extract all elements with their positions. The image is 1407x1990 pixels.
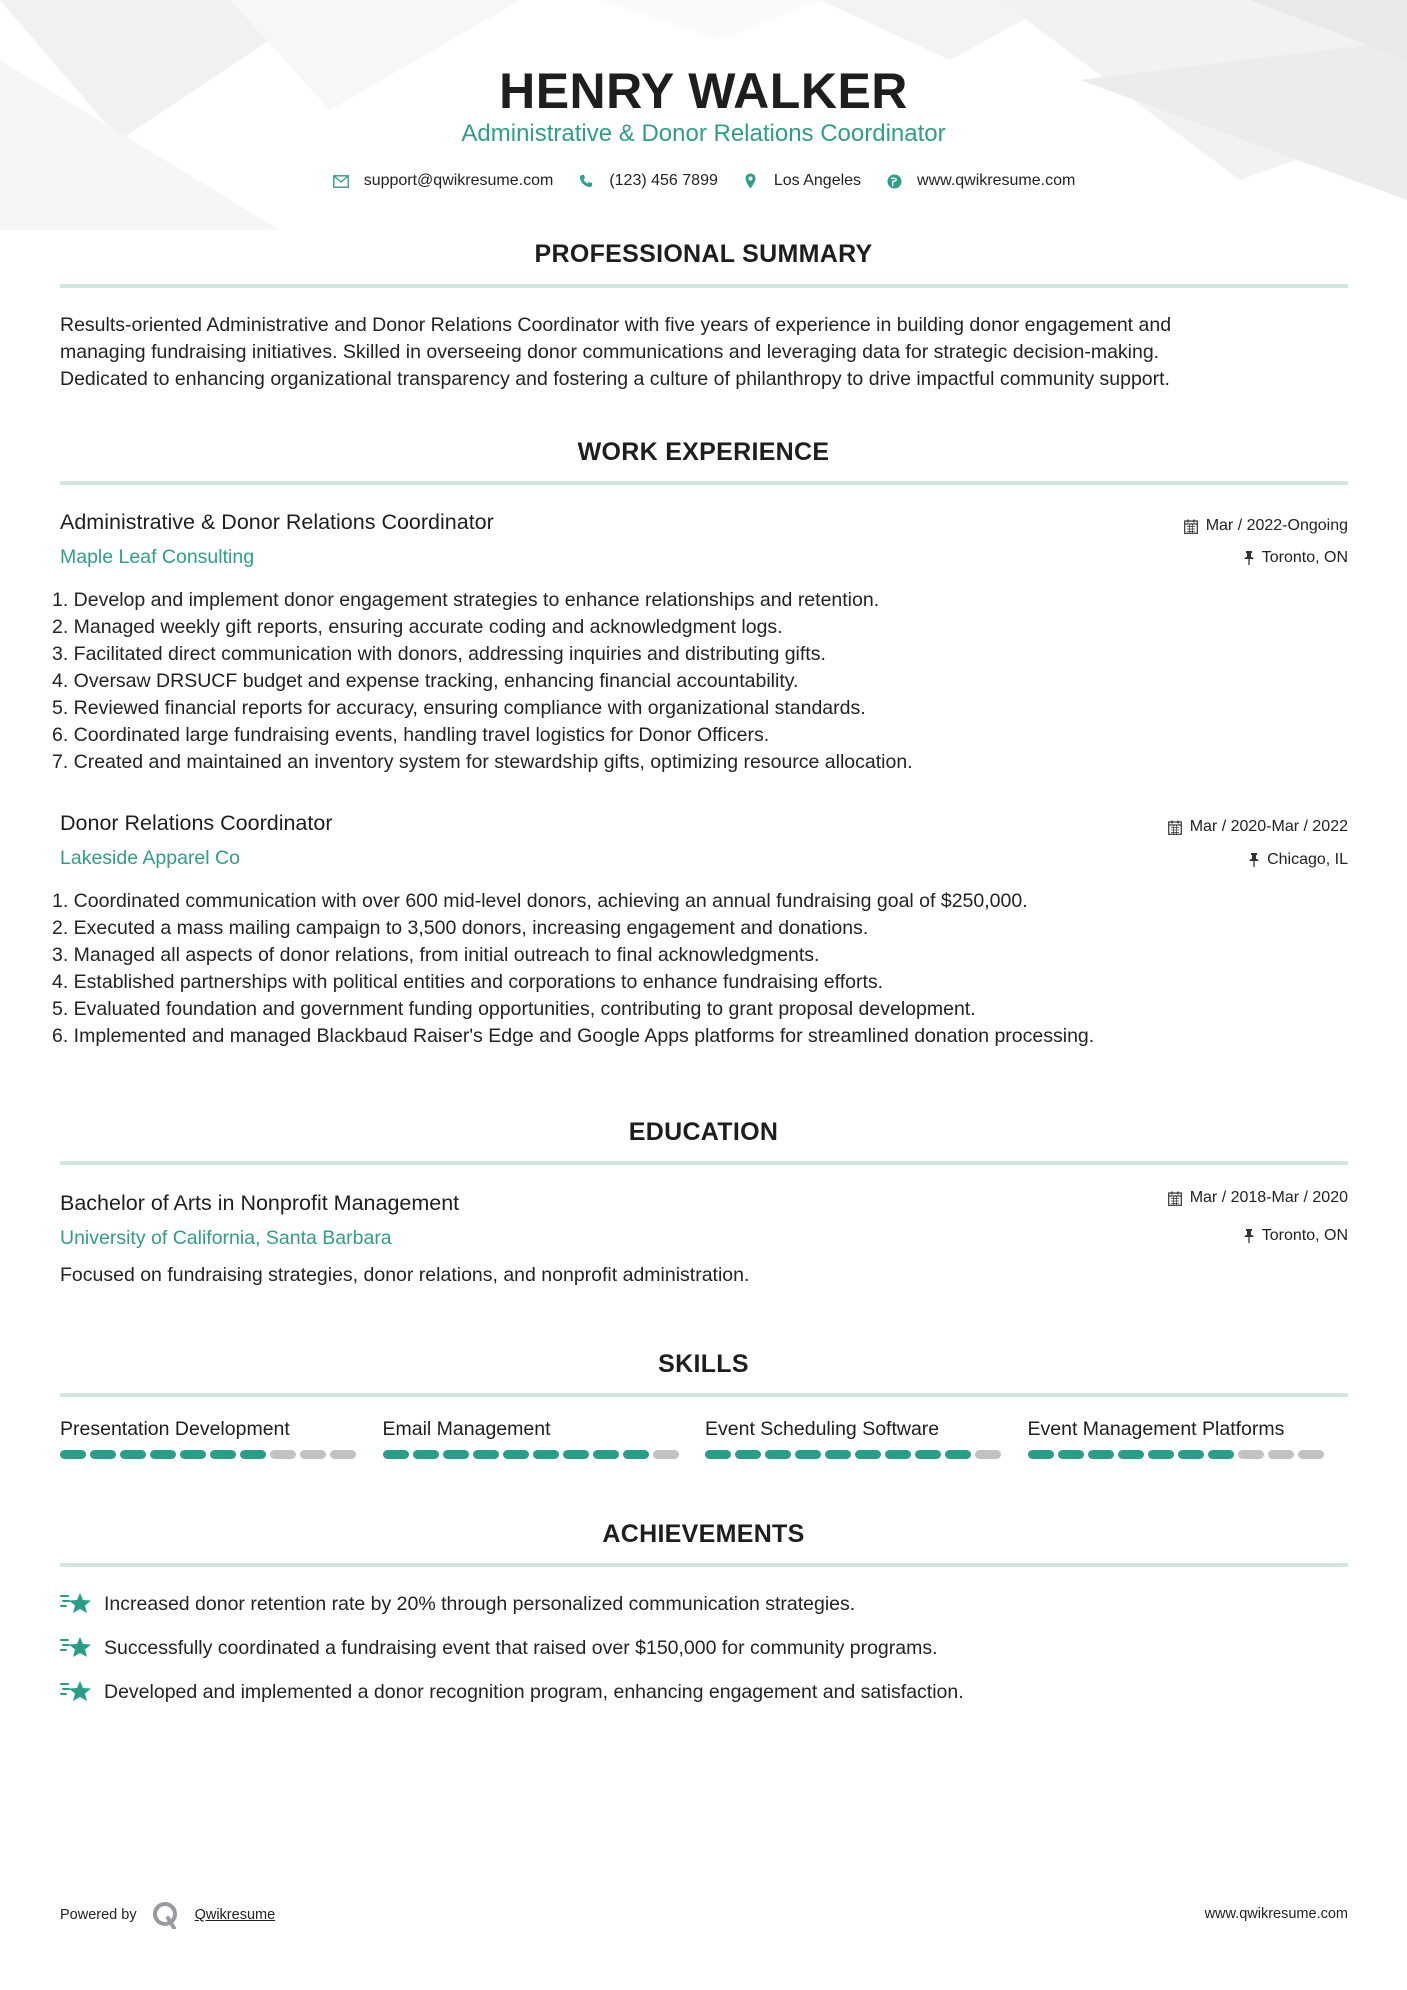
skill-name: Email Management — [382, 1418, 551, 1440]
skill-segment-empty — [653, 1450, 679, 1459]
job-title: Donor Relations Coordinator — [60, 811, 333, 835]
achievement-item — [60, 1678, 964, 1706]
skill-segment-filled — [120, 1450, 146, 1459]
skills-divider — [60, 1393, 1348, 1397]
education-description: Focused on fundraising strategies, donor relations, and nonprofit administration. — [60, 1264, 750, 1286]
powered-by-label: Powered by — [60, 1907, 137, 1923]
calendar-icon — [1168, 820, 1182, 835]
skill-segment-filled — [503, 1450, 529, 1459]
contact-phone-text: (123) 456 7899 — [609, 172, 718, 189]
experience-divider — [60, 481, 1348, 485]
job-location — [1244, 549, 1348, 567]
job-bullet: 3. Facilitated direct communication with donors, addressing inquiries and distributing gifts. — [52, 643, 826, 665]
job-bullet: 2. Executed a mass mailing campaign to 3,500 donors, increasing engagement and donations. — [52, 917, 869, 939]
summary-divider — [60, 284, 1348, 288]
skill-segment-filled — [593, 1450, 619, 1459]
skill-segment-filled — [413, 1450, 439, 1459]
achievements-divider — [60, 1563, 1348, 1567]
skill-name: Presentation Development — [60, 1418, 290, 1440]
education-location — [1244, 1227, 1348, 1245]
skill-segment-filled — [1208, 1450, 1234, 1459]
job-dates — [1168, 818, 1348, 836]
skill-segment-filled — [533, 1450, 559, 1459]
skill-level-bar — [705, 1450, 1028, 1459]
skill-segment-filled — [885, 1450, 911, 1459]
job-location — [1249, 851, 1348, 869]
job-location-text: Toronto, ON — [1261, 549, 1348, 566]
skill-segment-filled — [210, 1450, 236, 1459]
contact-phone[interactable] — [577, 172, 718, 190]
skill-segment-filled — [1148, 1450, 1174, 1459]
skill-segment-empty — [1268, 1450, 1294, 1459]
achievement-text: Increased donor retention rate by 20% through personalized communication strategies. — [104, 1592, 856, 1615]
education-dates — [1168, 1189, 1348, 1207]
education-dates-text: Mar / 2018-Mar / 2020 — [1189, 1189, 1348, 1206]
education-location-text: Toronto, ON — [1261, 1227, 1348, 1244]
summary-text — [60, 312, 1350, 393]
skill-item — [1028, 1418, 1351, 1459]
pushpin-icon — [1244, 551, 1254, 565]
skill-segment-empty — [270, 1450, 296, 1459]
contact-email-text: support@qwikresume.com — [363, 172, 554, 189]
skill-item — [383, 1418, 706, 1459]
education-divider — [60, 1161, 1348, 1165]
job-company: Lakeside Apparel Co — [60, 847, 240, 869]
job-bullet: 1. Develop and implement donor engagement strategies to enhance relationships and retention. — [52, 589, 880, 611]
job-bullet: 5. Evaluated foundation and government funding opportunities, contributing to grant proposal development. — [52, 998, 976, 1020]
phone-icon — [577, 172, 595, 190]
skill-segment-filled — [240, 1450, 266, 1459]
skill-segment-filled — [915, 1450, 941, 1459]
job-bullets — [52, 587, 1352, 776]
skill-segment-empty — [330, 1450, 356, 1459]
contact-row — [0, 172, 1407, 190]
skill-segment-empty — [300, 1450, 326, 1459]
contact-location — [742, 172, 861, 190]
job-bullet: 4. Oversaw DRSUCF budget and expense tracking, enhancing financial accountability. — [52, 670, 799, 692]
globe-icon — [885, 172, 903, 190]
skill-segment-filled — [443, 1450, 469, 1459]
skill-segment-filled — [90, 1450, 116, 1459]
calendar-icon — [1184, 519, 1198, 534]
achievement-text: Successfully coordinated a fundraising event that raised over $150,000 for community programs. — [104, 1636, 938, 1659]
skill-level-bar — [1028, 1450, 1351, 1459]
contact-website-text: www.qwikresume.com — [917, 172, 1076, 189]
skill-segment-filled — [1058, 1450, 1084, 1459]
degree-title: Bachelor of Arts in Nonprofit Management — [60, 1191, 460, 1215]
envelope-icon — [332, 172, 350, 190]
footer-powered-by — [60, 1901, 275, 1929]
achievement-text: Developed and implemented a donor recognition program, enhancing engagement and satisfaction. — [104, 1680, 964, 1703]
skill-segment-empty — [975, 1450, 1001, 1459]
contact-location-text: Los Angeles — [773, 172, 862, 189]
skill-segment-filled — [795, 1450, 821, 1459]
experience-heading: WORK EXPERIENCE — [577, 438, 830, 466]
job-bullet: 3. Managed all aspects of donor relations, from initial outreach to final acknowledgments. — [52, 944, 820, 966]
job-location-text: Chicago, IL — [1267, 851, 1348, 868]
job-bullet: 4. Established partnerships with political entities and corporations to enhance fundraising efforts. — [52, 971, 884, 993]
job-bullet: 7. Created and maintained an inventory system for stewardship gifts, optimizing resource allocation. — [52, 751, 913, 773]
skill-item — [60, 1418, 383, 1459]
education-heading: EDUCATION — [628, 1118, 779, 1146]
pushpin-icon — [1249, 853, 1259, 867]
shooting-star-icon — [60, 1590, 92, 1618]
skill-segment-empty — [1238, 1450, 1264, 1459]
calendar-icon — [1168, 1191, 1182, 1206]
candidate-role: Administrative & Donor Relations Coordinator — [461, 120, 946, 147]
pushpin-icon — [1244, 1229, 1254, 1243]
job-dates-text: Mar / 2020-Mar / 2022 — [1189, 818, 1348, 835]
skill-segment-filled — [623, 1450, 649, 1459]
skill-name: Event Scheduling Software — [705, 1418, 940, 1440]
qwikresume-link[interactable]: Qwikresume — [194, 1907, 276, 1923]
skill-segment-empty — [1298, 1450, 1324, 1459]
skill-segment-filled — [383, 1450, 409, 1459]
contact-website[interactable] — [885, 172, 1075, 190]
summary-line: Dedicated to enhancing organizational transparency and fostering a culture of philanthropy to drive impactful community support. — [60, 368, 1170, 390]
skill-segment-filled — [563, 1450, 589, 1459]
job-dates — [1184, 517, 1348, 535]
job-bullet: 6. Implemented and managed Blackbaud Raiser's Edge and Google Apps platforms for streamlined donation processing. — [52, 1025, 1095, 1047]
summary-line: Results-oriented Administrative and Donor Relations Coordinator with five years of experience in building donor engagement and — [60, 314, 1172, 336]
skill-segment-filled — [150, 1450, 176, 1459]
shooting-star-icon — [60, 1634, 92, 1662]
skill-segment-filled — [945, 1450, 971, 1459]
shooting-star-icon — [60, 1678, 92, 1706]
skill-segment-filled — [825, 1450, 851, 1459]
skill-segment-filled — [1088, 1450, 1114, 1459]
job-bullet: 5. Reviewed financial reports for accuracy, ensuring compliance with organizational standards. — [52, 697, 866, 719]
skill-segment-filled — [180, 1450, 206, 1459]
skill-segment-filled — [765, 1450, 791, 1459]
achievements-heading: ACHIEVEMENTS — [602, 1520, 805, 1548]
skill-segment-filled — [60, 1450, 86, 1459]
footer-url[interactable]: www.qwikresume.com — [1204, 1906, 1348, 1922]
skill-segment-filled — [1028, 1450, 1054, 1459]
candidate-name: HENRY WALKER — [499, 63, 908, 119]
job-bullets — [52, 888, 1352, 1050]
skill-level-bar — [60, 1450, 383, 1459]
skill-segment-filled — [1178, 1450, 1204, 1459]
skill-segment-filled — [855, 1450, 881, 1459]
job-title: Administrative & Donor Relations Coordinator — [60, 510, 494, 534]
achievement-item — [60, 1634, 938, 1662]
achievement-item — [60, 1590, 855, 1618]
skills-heading: SKILLS — [658, 1350, 749, 1378]
skill-segment-filled — [735, 1450, 761, 1459]
job-bullet: 1. Coordinated communication with over 600 mid-level donors, achieving an annual fundraising goal of $250,000. — [52, 890, 1028, 912]
summary-heading: PROFESSIONAL SUMMARY — [534, 240, 873, 268]
skills-list — [60, 1418, 1350, 1459]
job-bullet: 2. Managed weekly gift reports, ensuring accurate coding and acknowledgment logs. — [52, 616, 783, 638]
skill-segment-filled — [705, 1450, 731, 1459]
school-name: University of California, Santa Barbara — [60, 1227, 392, 1249]
job-bullet: 6. Coordinated large fundraising events, handling travel logistics for Donor Officers. — [52, 724, 770, 746]
summary-line: managing fundraising initiatives. Skilled in overseeing donor communications and leveraging data for strategic decision-making. — [60, 341, 1160, 363]
qwikresume-logo-icon — [151, 1901, 181, 1929]
skill-segment-filled — [473, 1450, 499, 1459]
map-pin-icon — [742, 172, 760, 190]
skill-level-bar — [383, 1450, 706, 1459]
contact-email[interactable] — [332, 172, 554, 190]
job-dates-text: Mar / 2022-Ongoing — [1205, 517, 1348, 534]
skill-segment-filled — [1118, 1450, 1144, 1459]
skill-name: Event Management Platforms — [1027, 1418, 1285, 1440]
skill-item — [705, 1418, 1028, 1459]
job-company: Maple Leaf Consulting — [60, 546, 255, 568]
